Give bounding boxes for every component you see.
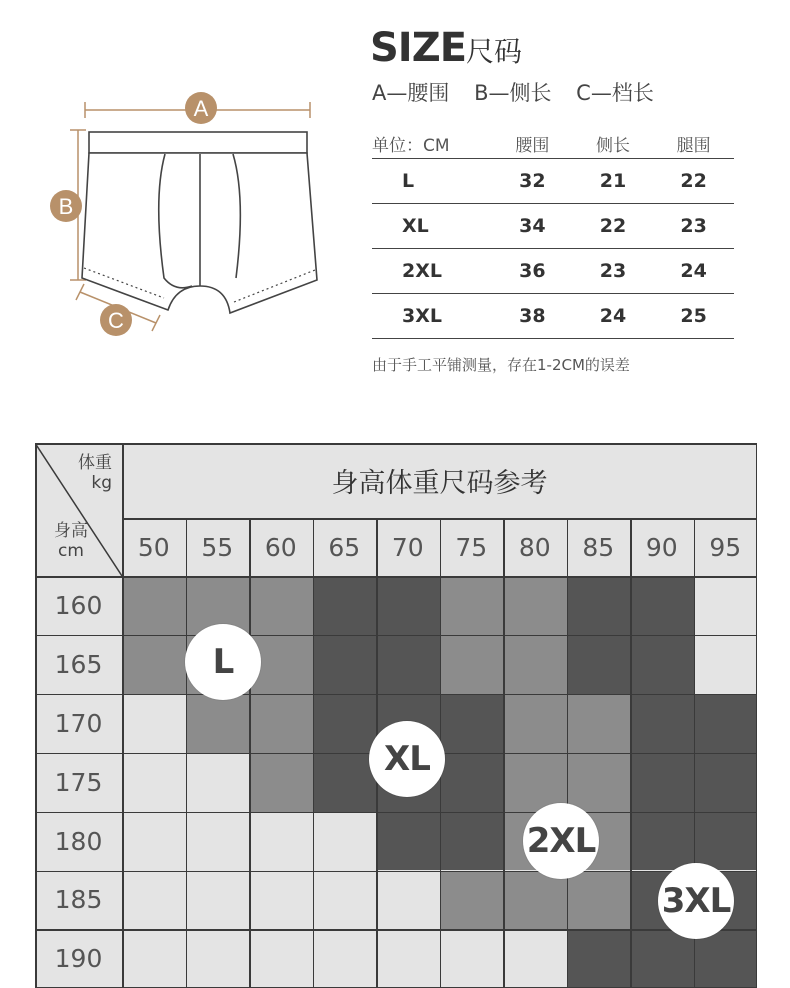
header-waist: 腰围 [492,128,573,159]
height-label: 160 [54,590,103,620]
size-badge: 2XL [523,803,599,879]
zone-cell [122,635,186,694]
weight-label: 90 [645,532,678,562]
zone-cell [694,753,758,812]
zone-cell [249,871,313,930]
corner-diagonal [35,443,122,576]
size-label: 3XL [372,294,492,339]
grid-line [35,812,757,814]
zone-cell [376,929,440,988]
size-title [370,26,522,74]
weight-label: 95 [709,532,742,562]
zone-cell [122,576,186,635]
size-badge: L [185,624,261,700]
size-badge: XL [369,721,445,797]
measurement-legend [372,80,672,106]
weight-label: 65 [328,532,361,562]
zone-cell [567,635,631,694]
zone-cell [249,929,313,988]
corner-height-unit: cm [58,541,84,561]
grid-line [756,443,758,988]
zone-cell [630,929,694,988]
weight-label: 75 [455,532,488,562]
zone-cell [440,929,504,988]
height-label: 170 [54,708,103,738]
zone-cell [694,812,758,871]
zone-cell [186,871,250,930]
grid-line [35,694,757,696]
side-value: 21 [573,159,654,204]
zone-cell [567,694,631,753]
height-label: 165 [54,649,103,679]
zone-cell [249,694,313,753]
grid-line [122,443,124,988]
size-label: L [372,159,492,204]
grid-line [35,929,757,931]
zone-cell [567,753,631,812]
zone-cell [186,812,250,871]
grid-line [35,576,757,578]
zone-cell [376,576,440,635]
zone-cell [503,929,567,988]
table-row [372,159,734,204]
zone-cell [186,929,250,988]
height-label: 180 [54,826,103,856]
zone-cell [313,753,377,812]
header-side: 侧长 [573,128,654,159]
zone-cell [694,576,758,635]
legend-a: A—腰围 [372,81,450,105]
marker-b [50,190,82,222]
zone-cell [313,929,377,988]
zone-cell [440,871,504,930]
zone-cell [567,576,631,635]
grid-line [35,871,757,873]
zone-cell [630,635,694,694]
size-table-header [372,128,734,159]
zone-cell [503,576,567,635]
zone-cell [313,694,377,753]
leg-value: 22 [653,159,734,204]
corner-height-cn: 身高 [54,521,88,541]
chart-title: 身高体重尺码参考 [331,468,548,499]
leg-value: 23 [653,204,734,249]
zone-cell [186,694,250,753]
zone-cell [567,871,631,930]
table-row [372,294,734,339]
table-row [372,249,734,294]
corner-weight-unit: kg [91,473,112,493]
zone-cell [440,812,504,871]
svg-text:C: C [108,308,124,333]
size-title-cn: 尺码 [466,35,523,68]
weight-label: 80 [518,532,551,562]
zone-cell [567,929,631,988]
zone-cell [440,635,504,694]
grid-line [35,443,757,445]
size-label: XL [372,204,492,249]
marker-c [100,304,132,336]
zone-cell [503,694,567,753]
size-badge: 3XL [658,863,734,939]
boxer-outline [82,132,317,313]
corner-weight-cn: 体重 [78,453,112,473]
zone-cell [376,812,440,871]
marker-a [185,92,217,124]
size-table [372,128,734,339]
zone-cell [313,635,377,694]
table-row [372,204,734,249]
size-label: 2XL [372,249,492,294]
side-value: 24 [573,294,654,339]
weight-label: 70 [391,532,424,562]
zone-cell [313,812,377,871]
waist-value: 32 [492,159,573,204]
weight-label: 60 [264,532,297,562]
zone-cell [122,871,186,930]
legend-b: B—侧长 [474,81,552,105]
zone-cell [503,871,567,930]
svg-text:B: B [58,194,74,219]
zone-cell [630,576,694,635]
zone-cell [440,753,504,812]
weight-label: 55 [201,532,234,562]
zone-cell [122,694,186,753]
zone-cell [122,929,186,988]
size-title-en: SIZE [370,25,467,71]
zone-cell [440,694,504,753]
zone-cell [694,635,758,694]
leg-value: 25 [653,294,734,339]
measurement-note: 由于手工平铺测量，存在1-2CM的误差 [372,356,630,374]
waist-value: 36 [492,249,573,294]
svg-text:A: A [193,96,209,121]
weight-label: 50 [137,532,170,562]
zone-cell [313,871,377,930]
zone-cell [376,871,440,930]
side-value: 22 [573,204,654,249]
zone-cell [313,576,377,635]
legend-c: C—档长 [576,81,654,105]
zone-cell [694,694,758,753]
zone-cell [249,753,313,812]
waist-value: 34 [492,204,573,249]
zone-cell [630,753,694,812]
zone-cell [630,812,694,871]
waist-value: 38 [492,294,573,339]
side-value: 23 [573,249,654,294]
grid-line [35,635,757,637]
zone-cell [186,753,250,812]
grid-line [35,443,37,988]
zone-cell [376,635,440,694]
zone-cell [503,635,567,694]
boxer-diagram [40,80,340,350]
zone-cell [249,576,313,635]
height-weight-chart [35,443,757,988]
height-label: 185 [54,885,103,915]
weight-label: 85 [582,532,615,562]
height-label: 190 [54,944,103,974]
leg-value: 24 [653,249,734,294]
zone-cell [122,753,186,812]
zone-cell [630,694,694,753]
header-leg: 腿围 [653,128,734,159]
height-label: 175 [54,767,103,797]
zone-cell [249,812,313,871]
header-unit: 单位：CM [372,128,492,159]
zone-cell [440,576,504,635]
zone-cell [122,812,186,871]
